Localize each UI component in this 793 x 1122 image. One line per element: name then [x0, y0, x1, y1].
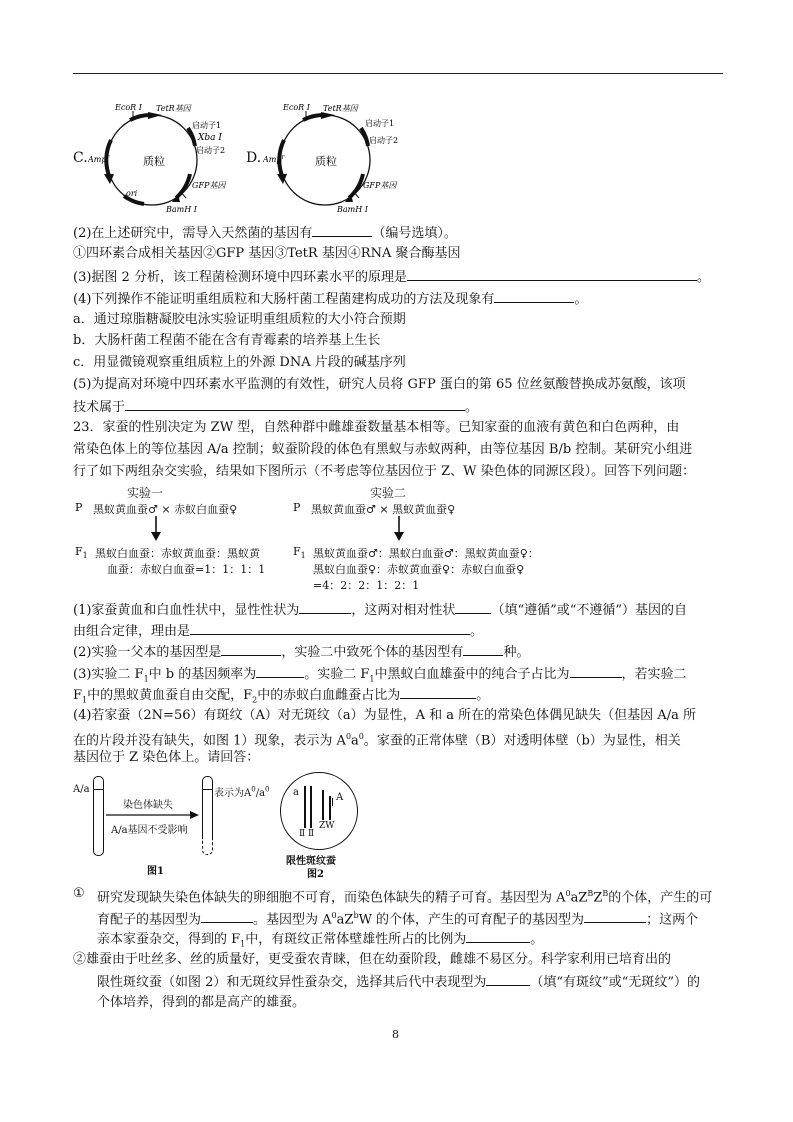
q23-intro-2: 常染色体上的等位基因 A/a 控制；蚁蚕阶段的体色有黑蚁与赤蚁两种，由等位基因 B/b 控制。某研究小组进	[73, 442, 693, 457]
sub2-line2: 限性斑纹蚕（如图 2）和无斑纹异性蚕杂交，选择其后代中表现型为 （填“有斑纹”或“无斑纹”）的	[97, 975, 700, 990]
q23-3-blank-pure[interactable]	[570, 665, 622, 678]
fig2-chrom-z	[322, 790, 324, 820]
plasmid-d-promoter2: 启动子2	[369, 136, 399, 145]
fig2-chrom-w	[329, 796, 331, 820]
q4-option-c: c．用显微镜观察重组质粒上的外源 DNA 片段的碱基序列	[73, 355, 406, 370]
q23-1-line1: (1)家蚕黄血和白血性状中，显性性状为 ，这两对相对性状 （填“遵循”或“不遵循”）基因的自	[73, 603, 688, 618]
q23-4-line2: 在的片段并没有缺失，如图 1）现象，表示为 $A^0a^0$。家蚕的正常体壁（B）对透明体壁（b）为显性，相关	[73, 732, 681, 749]
plasmid-c-bamhi: BamH Ⅰ	[166, 205, 197, 214]
q4-option-b: b．大肠杆菌工程菌不能在含有青霉素的培养基上生长	[73, 333, 381, 348]
fig1-arrow-bottom: A/a基因不受影响	[111, 825, 188, 836]
fig1-deleted-segment	[202, 838, 213, 855]
exp2-f1-label: $F_1$	[293, 545, 306, 561]
plasmid-c-tetr: TetR基因	[156, 104, 191, 113]
plasmid-d-ecori: EcoR Ⅰ	[283, 103, 310, 112]
fig2-chrom-pair-label: Ⅱ Ⅱ	[299, 829, 315, 839]
fig2-caption-2: 图2	[307, 869, 324, 880]
q2-options: ①四环素合成相关基因②GFP 基因③TetR 基因④RNA 聚合酶基因	[73, 246, 461, 261]
exp1-f1-label: $F_1$	[75, 545, 88, 561]
q23-1-blank-dominant[interactable]	[299, 601, 351, 614]
exp2-f1-line3: =4：2：2：1：2：1	[313, 579, 420, 592]
exp1-title: 实验一	[127, 486, 164, 500]
fig2-cell	[280, 772, 358, 850]
fig1-left-chromosome	[93, 776, 104, 856]
q23-1-blank-reason[interactable]	[190, 622, 470, 635]
plasmid-d-tetr: TetR基因	[323, 104, 358, 113]
fig1-right-gene-mark	[202, 789, 213, 790]
q23-1-blank-law[interactable]	[455, 601, 491, 614]
q3-answer-blank[interactable]	[407, 268, 697, 281]
exp2-arrow	[393, 516, 405, 542]
q23-3-line1: (3)实验二 $F_1$中 b 的基因频率为 。实验二 $F_1$中黑蚁白血雄蚕中的纯合子占比为 ，若实验二	[73, 667, 687, 684]
fig2-caption-1: 限性斑纹蚕	[286, 856, 336, 867]
sub1-blank-gamete-1[interactable]	[201, 910, 253, 923]
plasmid-c-promoter1: 启动子1	[192, 121, 222, 130]
sub2-line3: 个体培养，得到的都是高产的雄蚕。	[97, 995, 306, 1010]
plasmid-c-ecori: EcoR Ⅰ	[115, 103, 142, 112]
sub1-marker: ①	[73, 886, 85, 901]
plasmid-c-diagram	[88, 98, 238, 218]
fig2-A-label: A	[336, 792, 344, 803]
q23-intro-1: 23．家蚕的性别决定为 ZW 型，自然种群中雌雄蚕数量基本相等。已知家蚕的血液有黄色和白色两种，由	[73, 420, 680, 435]
option-d-label: D.	[246, 150, 262, 166]
plasmid-c-amp: Amp$^r$	[88, 154, 110, 164]
plasmid-d-center: 质粒	[315, 155, 337, 168]
header-rule	[73, 73, 723, 74]
sub1-line3: 亲本家蚕杂交，得到的 $F_1$中，有斑纹正常体壁雄性所占的比例为 。	[97, 932, 544, 949]
q5-line2: 技术属于 。	[73, 400, 479, 415]
exp1-p-cross: 黑蚁黄血蚕♂ × 赤蚁白血蚕♀	[93, 503, 238, 516]
exp1-f1-line2: 血蚕：赤蚁白血蚕=1：1：1：1	[107, 563, 266, 576]
plasmid-c-xbai: Xba Ⅰ	[198, 133, 222, 143]
plasmid-d-bamhi: BamH Ⅰ	[337, 205, 368, 214]
q3-line: (3)据图 2 分析，该工程菌检测环境中四环素水平的原理是 。	[73, 270, 710, 285]
plasmid-c-promoter2: 启动子2	[196, 146, 226, 155]
fig2-chrom-w-extra	[332, 798, 333, 806]
fig1-arrow	[106, 810, 201, 820]
q4-option-a: a．通过琼脂糖凝胶电泳实验证明重组质粒的大小符合预期	[73, 312, 406, 327]
plasmid-d-promoter1: 启动子1	[365, 119, 395, 128]
fig2-chrom-2	[310, 786, 312, 828]
sub1-line2: 育配子的基因型为 。基因型为 $A^0aZ^bW$ 的个体，产生的可育配子的基因型为 ；这两个	[97, 911, 699, 928]
fig1-right-chromosome	[202, 776, 213, 839]
page-number: 8	[392, 1028, 399, 1041]
q23-4-line3: 基因位于 Z 染色体上。请回答：	[73, 750, 260, 765]
figure-1	[73, 772, 273, 878]
fig2-a-label: a	[293, 787, 299, 798]
plasmid-c-ori: ori	[126, 189, 138, 198]
q23-4-line1: (4)若家蚕（2N=56）有斑纹（A）对无斑纹（a）为显性，A 和 a 所在的常染色体偶见缺失（但基因 A/a 所	[73, 708, 696, 723]
q23-1-line2: 由组合定律，理由是 。	[73, 624, 484, 639]
fig1-left-gene-mark	[93, 789, 104, 790]
q2-line: (2)在上述研究中，需导入天然菌的基因有 （编号选填）。	[73, 226, 457, 241]
sub1-line1: 研究发现缺失染色体缺失的卵细胞不可育，而染色体缺失的精子可育。基因型为 $A^0aZ^BZ^B$的个体，产生的可	[97, 889, 713, 906]
sub1-blank-gamete-2[interactable]	[584, 910, 646, 923]
sub2-blank-phenotype[interactable]	[486, 973, 530, 986]
fig2-chrom-1	[304, 786, 306, 828]
plasmid-d-gfp: GFP基因	[363, 181, 397, 190]
figure-2	[280, 772, 400, 878]
q23-3-blank-freq[interactable]	[256, 665, 304, 678]
q4-line: (4)下列操作不能证明重组质粒和大肠杆菌工程菌建构成功的方法及现象有 。	[73, 292, 588, 307]
q2-answer-blank[interactable]	[312, 224, 372, 237]
fig1-arrow-top: 染色体缺失	[123, 800, 173, 811]
fig1-left-label: A/a	[73, 784, 90, 795]
plasmid-c-center: 质粒	[143, 155, 165, 168]
exp2-f1-line1: 黑蚁黄血蚕♂：黑蚁白血蚕♂：黑蚁黄血蚕♀：	[313, 547, 539, 560]
q23-3-blank-ratio[interactable]	[400, 686, 476, 699]
option-c-label: C.	[73, 150, 88, 166]
exp1-f1-line1: 黑蚁白血蚕：赤蚁黄血蚕：黑蚁黄	[95, 547, 260, 560]
plasmid-d-diagram	[263, 98, 413, 218]
exp2-p-label: P	[293, 501, 301, 514]
exp2-title: 实验二	[370, 486, 407, 500]
sub2-line1: ②雄蚕由于吐丝多、丝的质量好，更受蚕农青睐，但在幼蚕阶段，雌雄不易区分。科学家利用已培育出的	[73, 952, 672, 967]
q23-intro-3: 行了如下两组杂交实验，结果如下图所示（不考虑等位基因位于 Z、W 染色体的同源区段）。回答下列问题：	[73, 464, 696, 479]
exp1-p-label: P	[75, 501, 83, 514]
q5-answer-blank[interactable]	[125, 398, 465, 411]
q23-2-blank-count[interactable]	[463, 643, 503, 656]
exp1-arrow	[150, 516, 162, 542]
exp2-f1-line2: 黑蚁白血蚕♀：赤蚁黄血蚕♀：赤蚁白血蚕♀	[313, 563, 525, 576]
exp2-p-cross: 黑蚁黄血蚕♂ × 黑蚁黄血蚕♀	[311, 503, 456, 516]
q23-2-line: (2)实验一父本的基因型是 ，实验二中致死个体的基因型有 种。	[73, 645, 530, 660]
q23-2-blank-genotype[interactable]	[221, 643, 281, 656]
fig1-right-label: 表示为$A^0/a^0$	[214, 785, 270, 799]
sub1-blank-ratio[interactable]	[466, 930, 530, 943]
plasmid-c-gfp: GFP基因	[192, 181, 226, 190]
fig2-zw-label: ZW	[319, 821, 335, 831]
q23-3-line2: $F_1$中的黑蚁黄血蚕自由交配，$F_2$中的赤蚁白血雌蚕占比为 。	[73, 688, 490, 705]
q4-answer-blank[interactable]	[494, 290, 574, 303]
fig1-caption: 图1	[147, 866, 164, 877]
q5-line1: (5)为提高对环境中四环素水平监测的有效性，研究人员将 GFP 蛋白的第 65 位丝氨酸替换成苏氨酸，该项	[73, 377, 686, 392]
plasmid-d-amp: Amp$^r$	[263, 154, 285, 164]
